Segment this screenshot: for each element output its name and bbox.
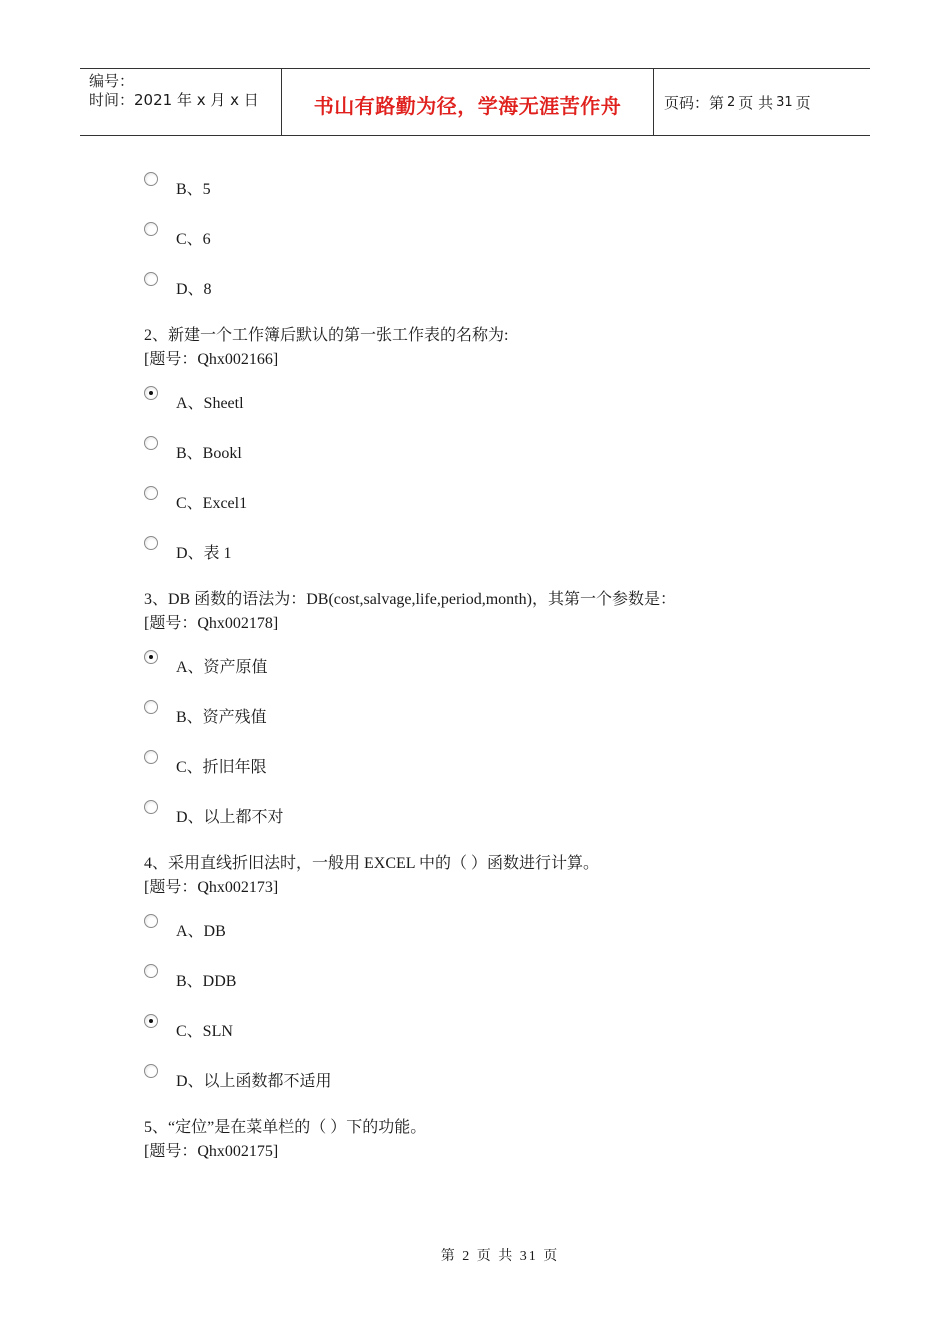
question-text (144, 852, 844, 900)
option-row[interactable] (144, 796, 844, 846)
option-row[interactable] (144, 1010, 844, 1060)
option-label: B、DDB (176, 973, 237, 990)
radio-button[interactable] (144, 700, 158, 714)
motto-text: 书山有路勤为径，学海无涯苦作舟 (313, 93, 622, 118)
option-label: C、Excel1 (176, 495, 248, 512)
page-current: 2 (727, 94, 736, 110)
page-prefix: 页码：第 (664, 93, 725, 112)
question-4 (144, 852, 844, 1110)
option-label: C、折旧年限 (176, 759, 267, 776)
question-stem: 4、采用直线折旧法时，一般用 EXCEL 中的（ ）函数进行计算。 (144, 855, 599, 872)
option-label: C、SLN (176, 1023, 233, 1040)
number-label: 编号： (89, 72, 135, 90)
question-stem: 5、“定位”是在菜单栏的（ ）下的功能。 (144, 1119, 427, 1136)
question-text (144, 324, 844, 372)
page-mid: 页 共 (738, 93, 774, 112)
page-total: 31 (776, 94, 793, 110)
radio-button[interactable] (144, 272, 158, 286)
question-2 (144, 324, 844, 582)
page-header (80, 68, 870, 136)
option-label: A、资产原值 (176, 659, 268, 676)
radio-button[interactable] (144, 172, 158, 186)
option-label: A、Sheetl (176, 395, 244, 412)
radio-button[interactable] (144, 486, 158, 500)
option-row[interactable] (144, 482, 844, 532)
option-row[interactable] (144, 746, 844, 796)
header-page-info (654, 69, 870, 135)
radio-button[interactable] (144, 436, 158, 450)
option-row[interactable] (144, 646, 844, 696)
question-id: [题号：Qhx002175] (144, 1143, 279, 1160)
option-label: B、5 (176, 181, 211, 198)
question-id: [题号：Qhx002173] (144, 879, 279, 896)
question-3 (144, 588, 844, 846)
radio-button-checked[interactable] (144, 1014, 158, 1028)
radio-button[interactable] (144, 536, 158, 550)
option-label: D、以上都不对 (176, 809, 284, 826)
option-label: D、8 (176, 281, 212, 298)
option-row[interactable] (144, 268, 844, 318)
question-id: [题号：Qhx002178] (144, 615, 279, 632)
option-label: D、以上函数都不适用 (176, 1073, 332, 1090)
header-motto-cell (282, 69, 654, 135)
prev-question-options (144, 168, 844, 318)
option-label: B、Bookl (176, 445, 242, 462)
option-label: D、表 1 (176, 545, 232, 562)
option-row[interactable] (144, 1060, 844, 1110)
radio-button-checked[interactable] (144, 386, 158, 400)
radio-button[interactable] (144, 914, 158, 928)
question-text (144, 588, 844, 636)
option-row[interactable] (144, 382, 844, 432)
option-label: A、DB (176, 923, 226, 940)
question-5 (144, 1116, 844, 1164)
time-label: 时间：2021 年 x 月 x 日 (89, 91, 259, 109)
option-row[interactable] (144, 218, 844, 268)
option-row[interactable] (144, 532, 844, 582)
radio-button-checked[interactable] (144, 650, 158, 664)
radio-button[interactable] (144, 222, 158, 236)
option-row[interactable] (144, 168, 844, 218)
question-stem: 2、新建一个工作簿后默认的第一张工作表的名称为: (144, 327, 509, 344)
option-row[interactable] (144, 960, 844, 1010)
question-stem: 3、DB 函数的语法为：DB(cost,salvage,life,period,month)，其第一个参数是： (144, 591, 676, 608)
option-row[interactable] (144, 432, 844, 482)
page-footer: 第 2 页 共 31 页 (440, 1249, 560, 1264)
option-row[interactable] (144, 696, 844, 746)
radio-button[interactable] (144, 750, 158, 764)
question-text (144, 1116, 844, 1164)
option-row[interactable] (144, 910, 844, 960)
page-suffix: 页 (795, 93, 811, 112)
question-id: [题号：Qhx002166] (144, 351, 279, 368)
radio-button[interactable] (144, 1064, 158, 1078)
quiz-content (144, 168, 844, 1174)
option-label: C、6 (176, 231, 211, 248)
radio-button[interactable] (144, 800, 158, 814)
option-label: B、资产残值 (176, 709, 267, 726)
header-meta (80, 69, 282, 135)
radio-button[interactable] (144, 964, 158, 978)
